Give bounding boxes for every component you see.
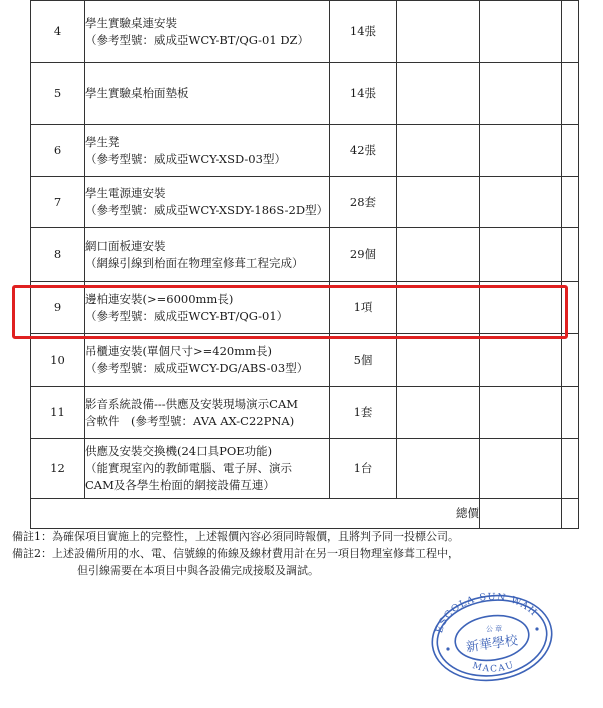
item-description: [85, 1, 330, 63]
highlight-box-row-9: [12, 285, 568, 339]
unit-price-cell: [397, 63, 480, 125]
description-line: 學生實驗桌連安裝: [85, 15, 177, 30]
item-number: 5: [31, 63, 85, 125]
item-quantity: 28套: [330, 177, 397, 228]
item-quantity: 5個: [330, 334, 397, 387]
description-line: 網口面板連安裝: [85, 238, 166, 253]
stamp-dot-left: [446, 647, 449, 650]
table-row: [31, 125, 579, 177]
description-line: CAM及各學生枱面的網接設備互連）: [85, 478, 275, 492]
item-quantity: 42張: [330, 125, 397, 177]
subtotal-cell: [480, 334, 562, 387]
unit-price-cell: [397, 228, 480, 282]
table-row: [31, 63, 579, 125]
item-quantity: 1項: [330, 282, 397, 334]
description-line: （參考型號：威成亞WCY-DG/ABS-03型）: [85, 361, 309, 375]
subtotal-cell: [480, 228, 562, 282]
remark-cell: [562, 177, 579, 228]
unit-price-cell: [397, 177, 480, 228]
table-row: [31, 439, 579, 499]
item-description: [85, 387, 330, 439]
note-1-label: 備註1：: [12, 530, 52, 543]
item-quantity: 14張: [330, 1, 397, 63]
table-row: [31, 228, 579, 282]
item-quantity: 14張: [330, 63, 397, 125]
description-line: （參考型號：威成亞WCY-BT/QG-01）: [85, 308, 289, 323]
remark-cell: [562, 439, 579, 499]
item-quantity: 1套: [330, 387, 397, 439]
description-line: （網線引線到枱面在物理室修葺工程完成）: [85, 255, 304, 270]
description-line: （參考型號：威成亞WCY-XSDY-186S-2D型）: [85, 203, 329, 217]
subtotal-cell: [480, 177, 562, 228]
subtotal-cell: [480, 387, 562, 439]
description-line: 吊櫃連安裝(單個尺寸>=420mm長): [85, 344, 273, 358]
item-quantity: 29個: [330, 228, 397, 282]
item-number: 12: [31, 439, 85, 499]
description-line: 學生凳: [85, 134, 120, 149]
description-line: （參考型號：威成亞WCY-BT/QG-01 DZ）: [85, 32, 310, 47]
remark-cell: [562, 387, 579, 439]
description-line: 邊柏連安裝(>=6000mm長): [85, 291, 234, 306]
subtotal-cell: [480, 125, 562, 177]
total-remark-cell: [562, 499, 579, 529]
note-1: [12, 528, 597, 545]
item-description: [85, 177, 330, 228]
subtotal-cell: [480, 63, 562, 125]
description-line: 供應及安裝交換機(24口具POE功能): [85, 444, 273, 458]
item-description: [85, 125, 330, 177]
item-quantity: 1台: [330, 439, 397, 499]
stamp-dot-right: [535, 627, 538, 630]
table-body: [31, 1, 579, 529]
item-description: [85, 334, 330, 387]
note-2: [12, 545, 597, 562]
note-2-text: 上述設備所用的水、電、信號線的佈線及線材費用計在另一項目物理室修葺工程中，: [52, 547, 459, 560]
table-row: [31, 334, 579, 387]
description-line: 學生電源連安裝: [85, 186, 166, 200]
stamp-center-small: 公 章: [485, 625, 503, 633]
unit-price-cell: [397, 1, 480, 63]
unit-price-cell: [397, 334, 480, 387]
item-description: [85, 439, 330, 499]
description-line: 學生實驗桌枱面墊板: [85, 86, 189, 100]
unit-price-cell: [397, 439, 480, 499]
stamp-bottom-text: MACAU: [471, 660, 517, 675]
total-row: [31, 499, 579, 529]
note-2-label: 備註2：: [12, 547, 52, 560]
table-row: [31, 177, 579, 228]
item-number: 7: [31, 177, 85, 228]
notes-section: [12, 528, 597, 579]
total-value-cell: [480, 499, 562, 529]
description-line: 含軟件 (參考型號：AVA AX-C22PNA): [85, 413, 295, 428]
total-label: 總價: [31, 499, 480, 529]
item-number: 10: [31, 334, 85, 387]
table-row: [31, 1, 579, 63]
subtotal-cell: [480, 439, 562, 499]
school-seal-stamp: [428, 592, 556, 684]
subtotal-cell: [480, 1, 562, 63]
unit-price-cell: [397, 387, 480, 439]
description-line: （參考型號：威成亞WCY-XSD-03型）: [85, 151, 286, 166]
item-description: [85, 63, 330, 125]
description-line: （能實現室內的教師電腦、電子屏、演示: [85, 461, 292, 475]
item-number: 4: [31, 1, 85, 63]
stamp-center-big: 新華學校: [465, 633, 519, 656]
remark-cell: [562, 1, 579, 63]
remark-cell: [562, 228, 579, 282]
item-number: 9: [31, 282, 85, 334]
unit-price-cell: [397, 125, 480, 177]
remark-cell: [562, 125, 579, 177]
description-line: 影音系統設備---供應及安裝現場演示CAM: [85, 396, 299, 411]
item-description: [85, 228, 330, 282]
item-number: 11: [31, 387, 85, 439]
table-row: [31, 387, 579, 439]
item-number: 8: [31, 228, 85, 282]
quotation-table: [30, 0, 579, 529]
stamp-top-text: ESCOLA SUN WAH: [434, 592, 540, 635]
item-number: 6: [31, 125, 85, 177]
remark-cell: [562, 63, 579, 125]
note-2-continuation: 但引線需要在本項目中與各設備完成接駁及調試。: [77, 564, 319, 577]
note-1-text: 為確保項目實施上的完整性，上述報價內容必須同時報價，且將判予同一投標公司。: [52, 530, 459, 543]
remark-cell: [562, 334, 579, 387]
